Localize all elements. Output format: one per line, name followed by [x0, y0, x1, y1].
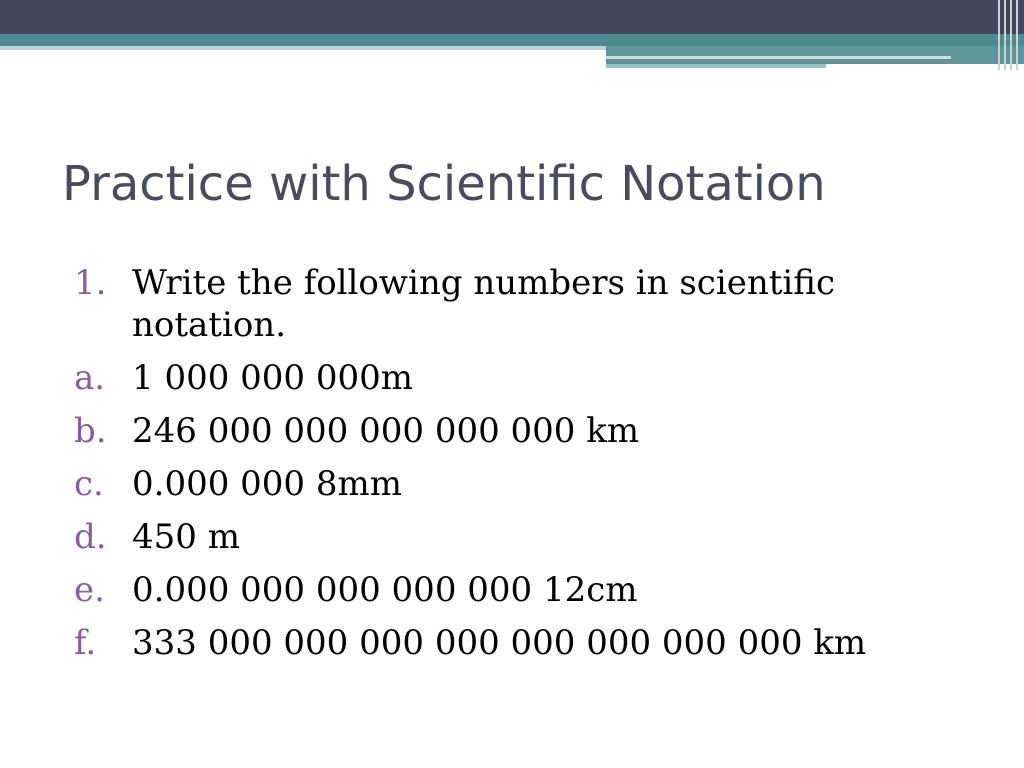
list-marker: f. — [74, 623, 97, 663]
list-item-text: 0.000 000 8mm — [132, 464, 402, 504]
list-item-text: 1 000 000 000m — [132, 358, 413, 398]
list-item-text: 333 000 000 000 000 000 000 000 000 km — [132, 623, 867, 663]
header-teal-bar — [0, 34, 1024, 46]
list-item — [74, 410, 974, 452]
list-item-text: 0.000 000 000 000 000 12cm — [132, 570, 638, 610]
list-item — [74, 463, 974, 505]
list-marker: 1. — [74, 263, 107, 303]
list-item-text: 246 000 000 000 000 000 km — [132, 411, 640, 451]
list-item — [74, 622, 974, 664]
list-item — [74, 569, 974, 611]
list-marker: e. — [74, 570, 105, 610]
exercise-list — [74, 262, 974, 675]
list-item-text: 450 m — [132, 517, 240, 557]
list-marker: d. — [74, 517, 107, 557]
header-step-light-line-lower — [606, 64, 826, 68]
list-marker: c. — [74, 464, 104, 504]
list-item — [74, 262, 974, 346]
list-item — [74, 357, 974, 399]
list-marker: b. — [74, 411, 107, 451]
list-item-text: Write the following numbers in scientific notation. — [132, 263, 835, 345]
header-stripes-decoration — [994, 0, 1024, 70]
list-marker: a. — [74, 358, 106, 398]
list-item — [74, 516, 974, 558]
header-step-light-line — [606, 56, 951, 59]
slide-title: Practice with Scientific Notation — [62, 156, 826, 212]
header-step-bar — [606, 46, 1024, 64]
header-dark-bar — [0, 0, 1024, 34]
